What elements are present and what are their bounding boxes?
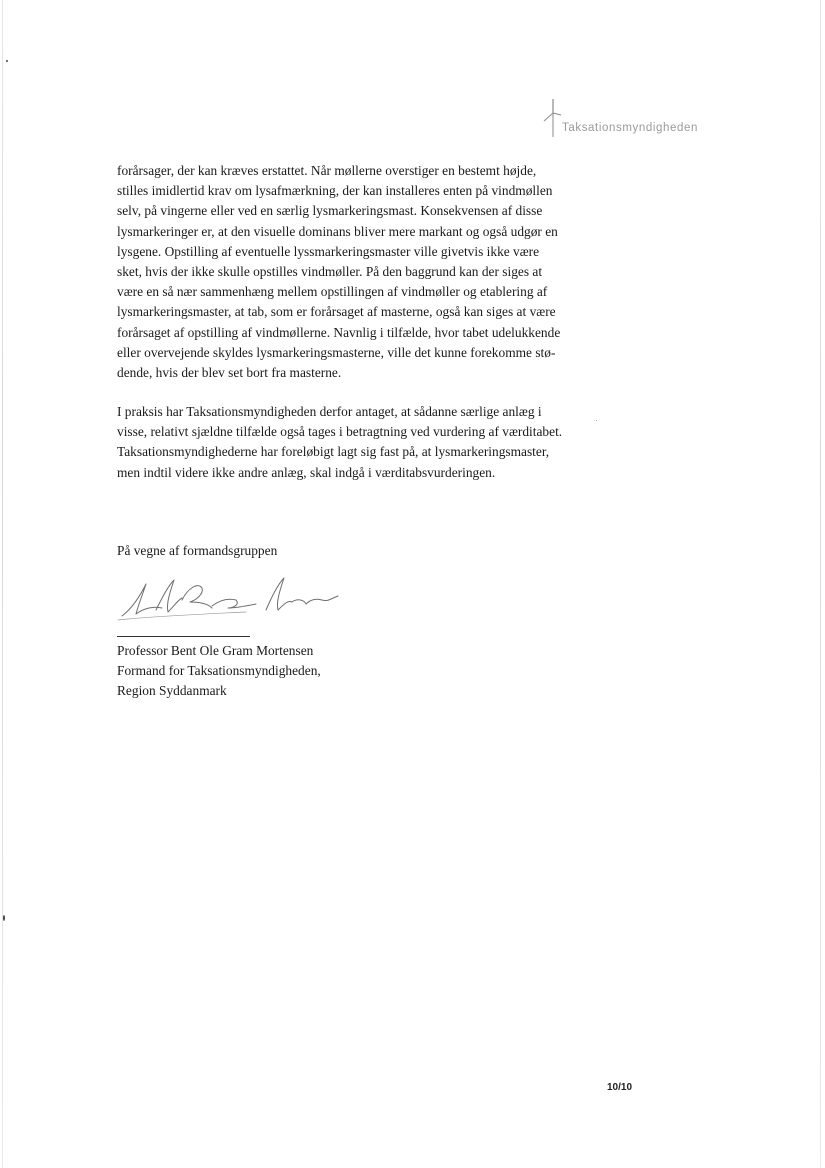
text-line: være en så nær sammenhæng mellem opstillingen af vindmøller og etablering af <box>117 284 548 300</box>
text-line: dende, hvis der blev set bort fra masterne. <box>117 365 342 381</box>
text-line: lysmarkeringsmaster, at tab, som er forårsaget af masterne, også kan siges at være <box>117 304 556 320</box>
logo-text: Taksationsmyndigheden <box>562 122 698 134</box>
signer-block <box>117 641 321 702</box>
page-number: 10/10 <box>607 1082 633 1093</box>
text-line: selv, på vingerne eller ved en særlig lysmarkeringsmast. Konsekvensen af disse <box>117 203 543 219</box>
wind-turbine-icon <box>537 97 567 141</box>
scan-edge-left <box>2 0 3 1168</box>
scan-speck <box>6 60 8 62</box>
signer-name: Professor Bent Ole Gram Mortensen <box>117 643 314 658</box>
text-line: visse, relativt sjældne tilfælde også tages i betragtning ved vurdering af værditabet. <box>117 424 563 440</box>
signer-region: Region Syddanmark <box>117 683 227 699</box>
text-line: sket, hvis der ikke skulle opstilles vindmøller. På den baggrund kan der siges at <box>117 264 543 280</box>
signer-title: Formand for Taksationsmyndigheden, <box>117 663 321 679</box>
text-line: I praksis har Taksationsmyndigheden derfor antaget, at sådanne særlige anlæg i <box>117 404 542 419</box>
text-line: men indtil videre ikke andre anlæg, skal indgå i værditabsvurderingen. <box>117 464 496 480</box>
text-line: eller overvejende skyldes lysmarkeringsmasterne, ville det kunne forekomme stø- <box>117 344 556 360</box>
scan-edge-right <box>820 0 821 1168</box>
text-line: Taksationsmyndighederne har foreløbigt lagt sig fast på, at lysmarkeringsmaster, <box>117 444 550 460</box>
body-paragraph-2 <box>117 402 609 483</box>
handwritten-signature <box>116 570 346 626</box>
text-line: lysmarkeringer er, at den visuelle dominans bliver mere markant og også udgør en <box>117 223 558 239</box>
closing-salutation: På vegne af formandsgruppen <box>117 543 278 558</box>
text-line: lysgene. Opstilling af eventuelle lyssmarkeringsmaster ville givetvis ikke være <box>117 243 540 259</box>
body-paragraph-1 <box>117 161 609 383</box>
text-line: forårsaget af opstilling af vindmøllerne. Navnlig i tilfælde, hvor tabet udelukkende <box>117 324 561 340</box>
text-line: forårsager, der kan kræves erstattet. Når møllerne overstiger en bestemt højde, <box>117 163 537 178</box>
signature-line <box>117 636 250 637</box>
text-line: stilles imidlertid krav om lysafmærkning, der kan installeres enten på vindmøllen <box>117 183 553 199</box>
scan-speck <box>3 915 5 921</box>
taksationsmyndigheden-logo <box>537 97 707 141</box>
